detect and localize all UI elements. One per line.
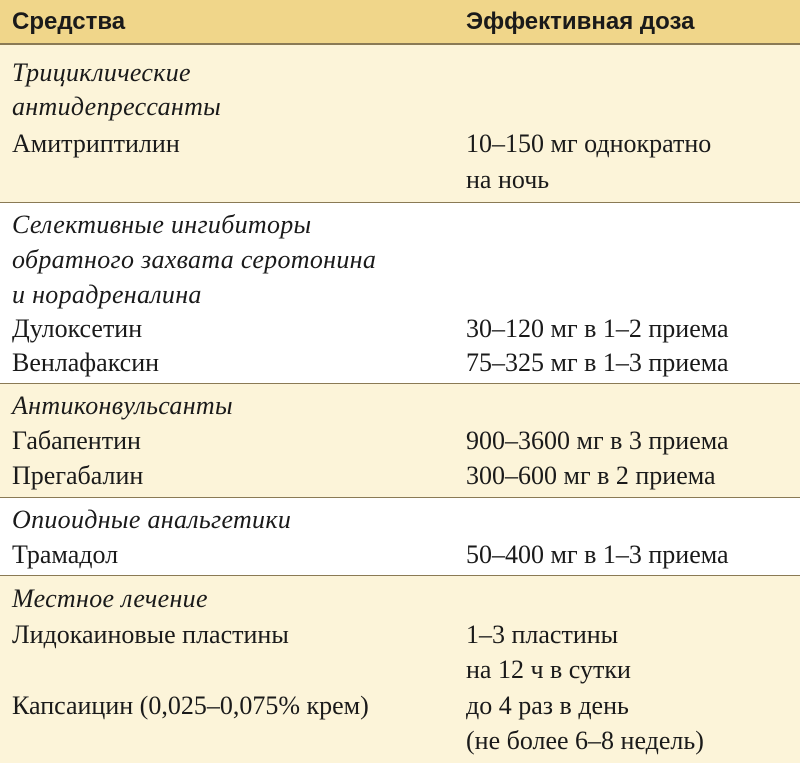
drug-name: Габапентин: [12, 426, 141, 455]
drug-dose: 10–150 мг однократно: [466, 129, 712, 158]
drug-dose: (не более 6–8 недель): [466, 726, 704, 755]
drug-dose: до 4 раз в день: [466, 691, 629, 720]
drug-dose: на 12 ч в сутки: [466, 655, 631, 684]
drug-name: Капсаицин (0,025–0,075% крем): [12, 691, 369, 720]
category-line: Антиконвульсанты: [12, 391, 233, 420]
drug-dose: 1–3 пластины: [466, 620, 619, 649]
group-tricyclic: [0, 45, 800, 203]
category-line: и норадреналина: [12, 280, 202, 309]
drug-name: Дулоксетин: [12, 314, 143, 343]
category-line: обратного захвата серотонина: [12, 245, 377, 274]
category-line: Опиоидные анальгетики: [12, 505, 292, 534]
category-line: Трициклические: [12, 58, 191, 87]
drug-name: Лидокаиновые пластины: [12, 620, 289, 649]
header-dose-label: Эффективная доза: [466, 8, 695, 35]
group-topical: [0, 576, 800, 763]
drug-dose: 75–325 мг в 1–3 приема: [466, 348, 729, 377]
drug-dose: 50–400 мг в 1–3 приема: [466, 540, 729, 569]
category-line: Селективные ингибиторы: [12, 210, 312, 239]
group-anticonvulsants: [0, 384, 800, 498]
group-snri: [0, 203, 800, 384]
drug-name: Амитриптилин: [12, 129, 180, 158]
drug-dose: 900–3600 мг в 3 приема: [466, 426, 729, 455]
category-line: антидепрессанты: [12, 92, 222, 121]
drug-dose: 30–120 мг в 1–2 приема: [466, 314, 729, 343]
drug-dose: на ночь: [466, 165, 550, 194]
drug-dose: 300–600 мг в 2 приема: [466, 461, 716, 490]
drug-name: Трамадол: [12, 540, 119, 569]
table-header: [0, 0, 800, 45]
category-line: Местное лечение: [12, 584, 208, 613]
drug-name: Прегабалин: [12, 461, 144, 490]
group-opioids: [0, 498, 800, 576]
drug-name: Венлафаксин: [12, 348, 160, 377]
header-drugs-label: Средства: [12, 8, 126, 35]
